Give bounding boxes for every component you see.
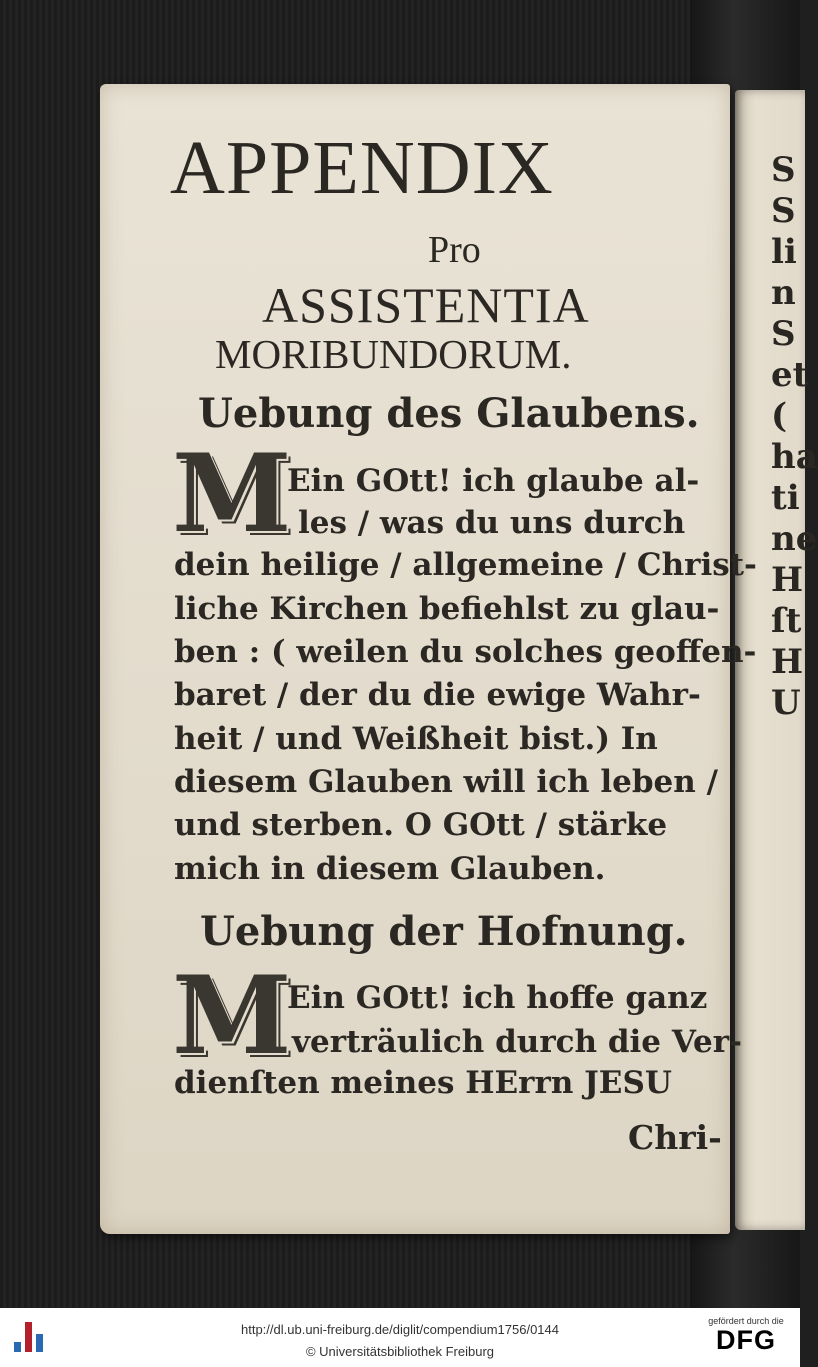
faith-line-9: und sterben. O GOtt / stärke bbox=[174, 807, 668, 843]
faith-line-2: les / was du uns durch bbox=[298, 505, 686, 541]
title-pro: Pro bbox=[428, 229, 481, 271]
dropcap-faith: M bbox=[172, 431, 292, 557]
faith-line-6: baret / der du die ewige Wahr- bbox=[174, 677, 701, 713]
dfg-logo[interactable] bbox=[702, 1316, 790, 1354]
section-heading-hope: Uebung der Hofnung. bbox=[200, 908, 688, 955]
permalink[interactable]: http://dl.ub.uni-freiburg.de/diglit/compendium1756/0144 bbox=[241, 1322, 559, 1337]
dropcap-hope: M bbox=[172, 953, 292, 1079]
hope-line-2: verträulich durch die Ver- bbox=[292, 1024, 742, 1060]
hope-line-3: dienſten meines HErrn JESU bbox=[174, 1065, 672, 1101]
viewer-footer bbox=[0, 1308, 800, 1367]
section-heading-faith: Uebung des Glaubens. bbox=[198, 390, 700, 437]
faith-line-3: dein heilige / allgemeine / Christ- bbox=[174, 547, 757, 583]
funding-note: gefördert durch die bbox=[708, 1316, 784, 1326]
title-moribundorum: MORIBUNDORUM. bbox=[215, 331, 572, 377]
faith-line-5: ben : ( weilen du solches geoffen- bbox=[174, 634, 757, 670]
copyright-text: © Universitätsbibliothek Freiburg bbox=[305, 1344, 495, 1359]
faith-line-10: mich in diesem Glauben. bbox=[174, 851, 606, 887]
faith-line-8: diesem Glauben will ich leben / bbox=[174, 764, 718, 800]
catchword: Chri- bbox=[628, 1118, 722, 1157]
faith-line-4: liche Kirchen befiehlst zu glau- bbox=[174, 591, 720, 627]
hope-line-1: Ein GOtt! ich hoffe ganz bbox=[287, 980, 708, 1016]
faith-line-1: Ein GOtt! ich glaube al- bbox=[287, 463, 700, 499]
facing-page-text: S S li n S et ( ha ti ne H ſt H U bbox=[771, 150, 818, 723]
title-assistentia: ASSISTENTIA bbox=[262, 277, 590, 333]
page-title: APPENDIX bbox=[170, 126, 554, 210]
dfg-wordmark: DFG bbox=[716, 1325, 776, 1355]
faith-line-7: heit / und Weißheit bist.) In bbox=[174, 721, 658, 757]
